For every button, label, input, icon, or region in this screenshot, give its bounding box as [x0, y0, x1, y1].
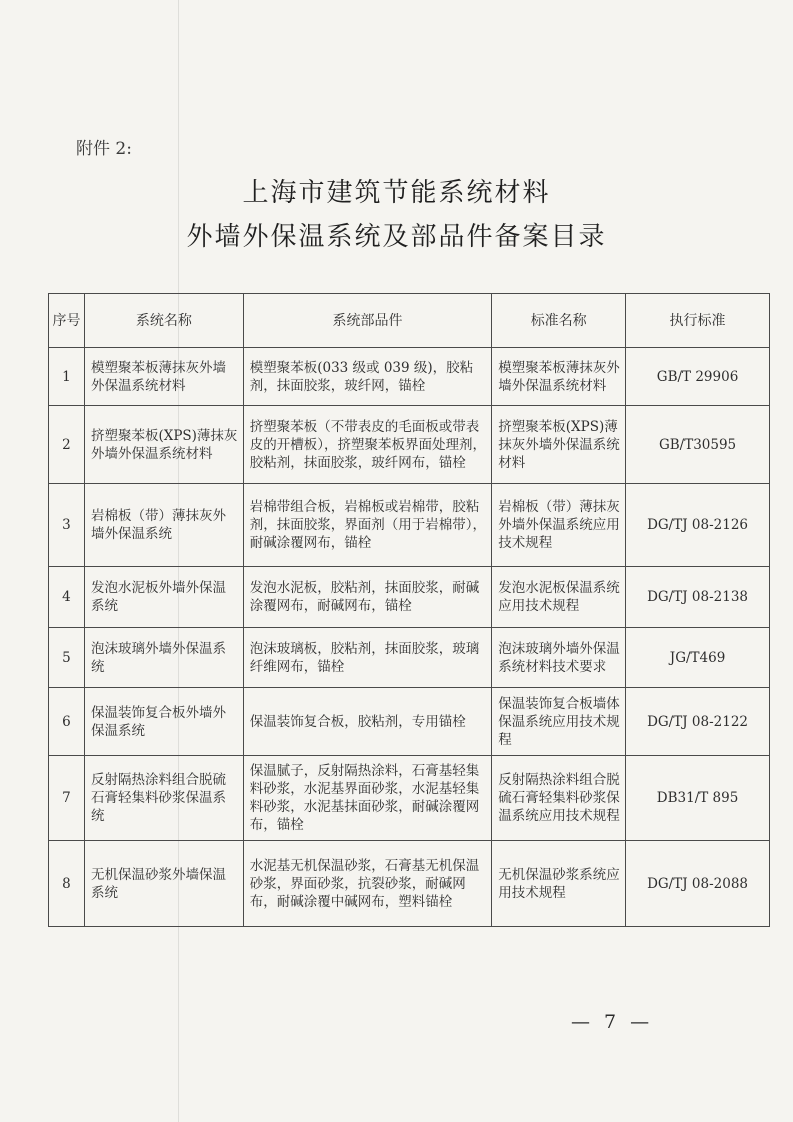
row-components: 保温腻子，反射隔热涂料，石膏基轻集料砂浆，水泥基界面砂浆，水泥基轻集料砂浆，水泥基抹面砂浆，耐碱涂覆网布，锚栓 — [243, 756, 492, 841]
header-standard-name: 标准名称 — [492, 294, 626, 348]
table-row — [49, 348, 770, 406]
row-no: 6 — [49, 688, 85, 756]
row-system-name: 保温装饰复合板外墙外保温系统 — [84, 688, 243, 756]
document-title-line-2: 外墙外保温系统及部品件备案目录 — [186, 222, 607, 252]
table-row — [49, 406, 770, 484]
row-system-name: 岩棉板（带）薄抹灰外墙外保温系统 — [84, 484, 243, 567]
row-system-name: 反射隔热涂料组合脱硫石膏轻集料砂浆保温系统 — [84, 756, 243, 841]
row-no: 4 — [49, 567, 85, 628]
row-standard-name: 泡沫玻璃外墙外保温系统材料技术要求 — [492, 628, 626, 688]
row-exec-standard: DB31/T 895 — [626, 756, 770, 841]
row-no: 2 — [49, 406, 85, 484]
table-row — [49, 567, 770, 628]
row-components: 发泡水泥板，胶粘剂，抹面胶浆，耐碱涂覆网布，耐碱网布，锚栓 — [243, 567, 492, 628]
row-components: 岩棉带组合板，岩棉板或岩棉带，胶粘剂，抹面胶浆，界面剂（用于岩棉带），耐碱涂覆网布，锚栓 — [243, 484, 492, 567]
row-exec-standard: DG/TJ 08-2138 — [626, 567, 770, 628]
row-no: 8 — [49, 841, 85, 927]
page-number: — 7 — — [571, 1011, 654, 1033]
row-components: 水泥基无机保温砂浆，石膏基无机保温砂浆，界面砂浆，抗裂砂浆，耐碱网布，耐碱涂覆中碱网布，塑料锚栓 — [243, 841, 492, 927]
table-row — [49, 841, 770, 927]
row-no: 3 — [49, 484, 85, 567]
row-components: 泡沫玻璃板，胶粘剂，抹面胶浆，玻璃纤维网布，锚栓 — [243, 628, 492, 688]
table-row — [49, 628, 770, 688]
row-no: 7 — [49, 756, 85, 841]
row-system-name: 挤塑聚苯板(XPS)薄抹灰外墙外保温系统材料 — [84, 406, 243, 484]
row-standard-name: 挤塑聚苯板(XPS)薄抹灰外墙外保温系统材料 — [492, 406, 626, 484]
row-exec-standard: GB/T 29906 — [626, 348, 770, 406]
row-system-name: 无机保温砂浆外墙保温系统 — [84, 841, 243, 927]
row-no: 1 — [49, 348, 85, 406]
row-standard-name: 无机保温砂浆系统应用技术规程 — [492, 841, 626, 927]
row-no: 5 — [49, 628, 85, 688]
row-standard-name: 模塑聚苯板薄抹灰外墙外保温系统材料 — [492, 348, 626, 406]
catalog-table — [48, 293, 770, 927]
header-exec-standard: 执行标准 — [626, 294, 770, 348]
row-system-name: 泡沫玻璃外墙外保温系统 — [84, 628, 243, 688]
row-exec-standard: GB/T30595 — [626, 406, 770, 484]
row-exec-standard: DG/TJ 08-2088 — [626, 841, 770, 927]
header-components: 系统部品件 — [243, 294, 492, 348]
row-exec-standard: DG/TJ 08-2126 — [626, 484, 770, 567]
row-system-name: 发泡水泥板外墙外保温系统 — [84, 567, 243, 628]
table-row — [49, 688, 770, 756]
header-system-name: 系统名称 — [84, 294, 243, 348]
row-components: 挤塑聚苯板（不带表皮的毛面板或带表皮的开槽板），挤塑聚苯板界面处理剂，胶粘剂，抹面胶浆，玻纤网布，锚栓 — [243, 406, 492, 484]
header-no: 序号 — [49, 294, 85, 348]
table-header-row — [49, 294, 770, 348]
row-exec-standard: JG/T469 — [626, 628, 770, 688]
row-standard-name: 保温装饰复合板墙体保温系统应用技术规程 — [492, 688, 626, 756]
table-row — [49, 484, 770, 567]
attachment-label: 附件 2: — [76, 139, 132, 159]
row-standard-name: 发泡水泥板保温系统应用技术规程 — [492, 567, 626, 628]
row-system-name: 模塑聚苯板薄抹灰外墙外保温系统材料 — [84, 348, 243, 406]
row-standard-name: 反射隔热涂料组合脱硫石膏轻集料砂浆保温系统应用技术规程 — [492, 756, 626, 841]
row-standard-name: 岩棉板（带）薄抹灰外墙外保温系统应用技术规程 — [492, 484, 626, 567]
row-components: 模塑聚苯板(033 级或 039 级)，胶粘剂，抹面胶浆，玻纤网，锚栓 — [243, 348, 492, 406]
table-row — [49, 756, 770, 841]
row-exec-standard: DG/TJ 08-2122 — [626, 688, 770, 756]
row-components: 保温装饰复合板，胶粘剂，专用锚栓 — [243, 688, 492, 756]
document-title-line-1: 上海市建筑节能系统材料 — [242, 178, 551, 208]
